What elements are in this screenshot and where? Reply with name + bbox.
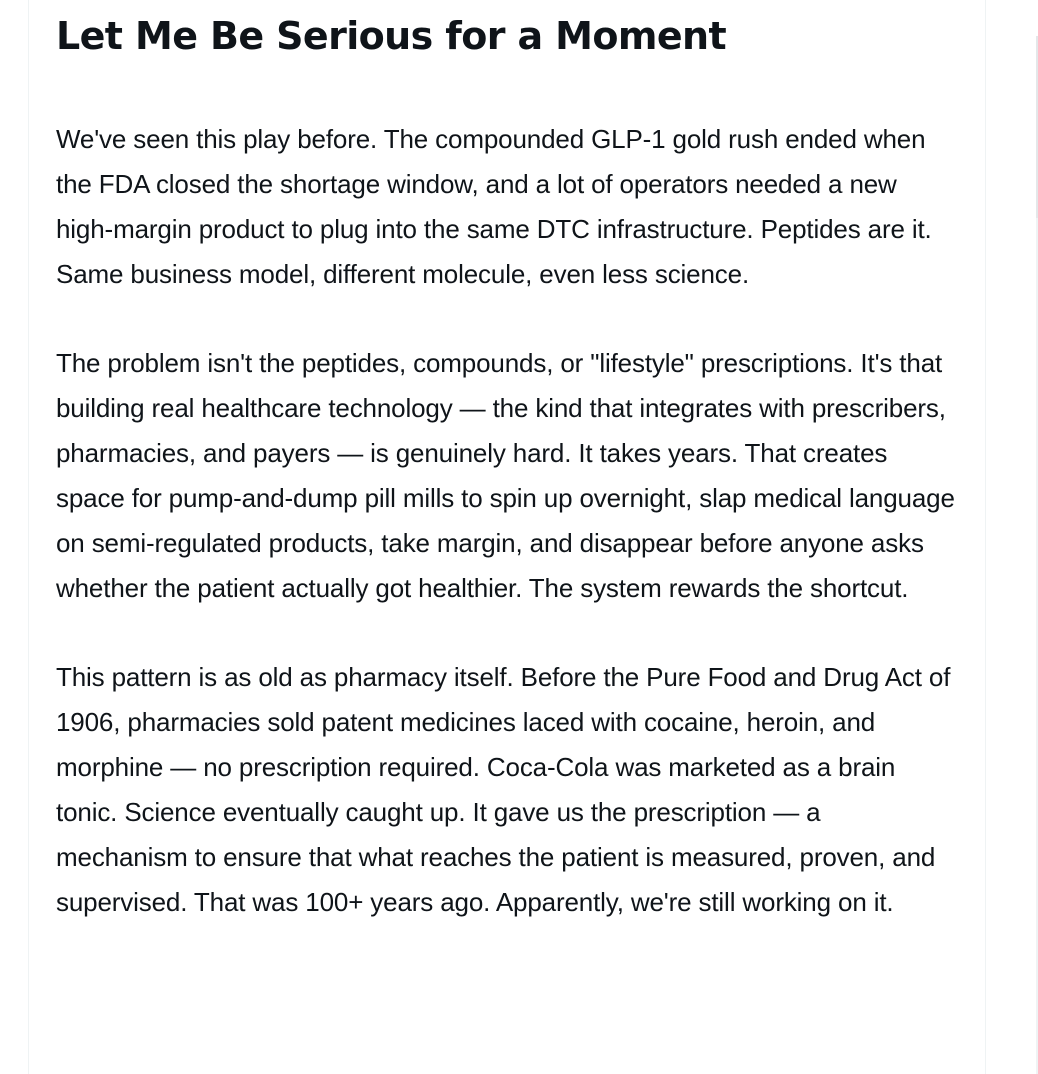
- article-paragraph-1: We've seen this play before. The compounded GLP-1 gold rush ended when the FDA closed the shortage window, and a lot of operators needed a new high-margin product to plug into the same DTC infrastructure. Peptides are it. Same business model, different molecule, even less science.: [56, 124, 932, 289]
- article-body: [56, 0, 956, 925]
- article-heading: Let Me Be Serious for a Moment: [56, 14, 727, 58]
- article-paragraph-2: The problem isn't the peptides, compounds, or "lifestyle" prescriptions. It's that building real healthcare technology — the kind that integrates with prescribers, pharmacies, and payers — is genuinely hard. It takes years. That creates space for pump-and-dump pill mills to spin up overnight, slap medical language on semi-regulated products, take margin, and disappear before anyone asks whether the patient actually got healthier. The system rewards the shortcut.: [56, 348, 955, 603]
- article-paragraph-3: This pattern is as old as pharmacy itself. Before the Pure Food and Drug Act of 1906, pharmacies sold patent medicines laced with cocaine, heroin, and morphine — no prescription required. Coca-Cola was marketed as a brain tonic. Science eventually caught up. It gave us the prescription — a mechanism to ensure that what reaches the patient is measured, proven, and supervised. That was 100+ years ago. Apparently, we're still working on it.: [56, 662, 951, 917]
